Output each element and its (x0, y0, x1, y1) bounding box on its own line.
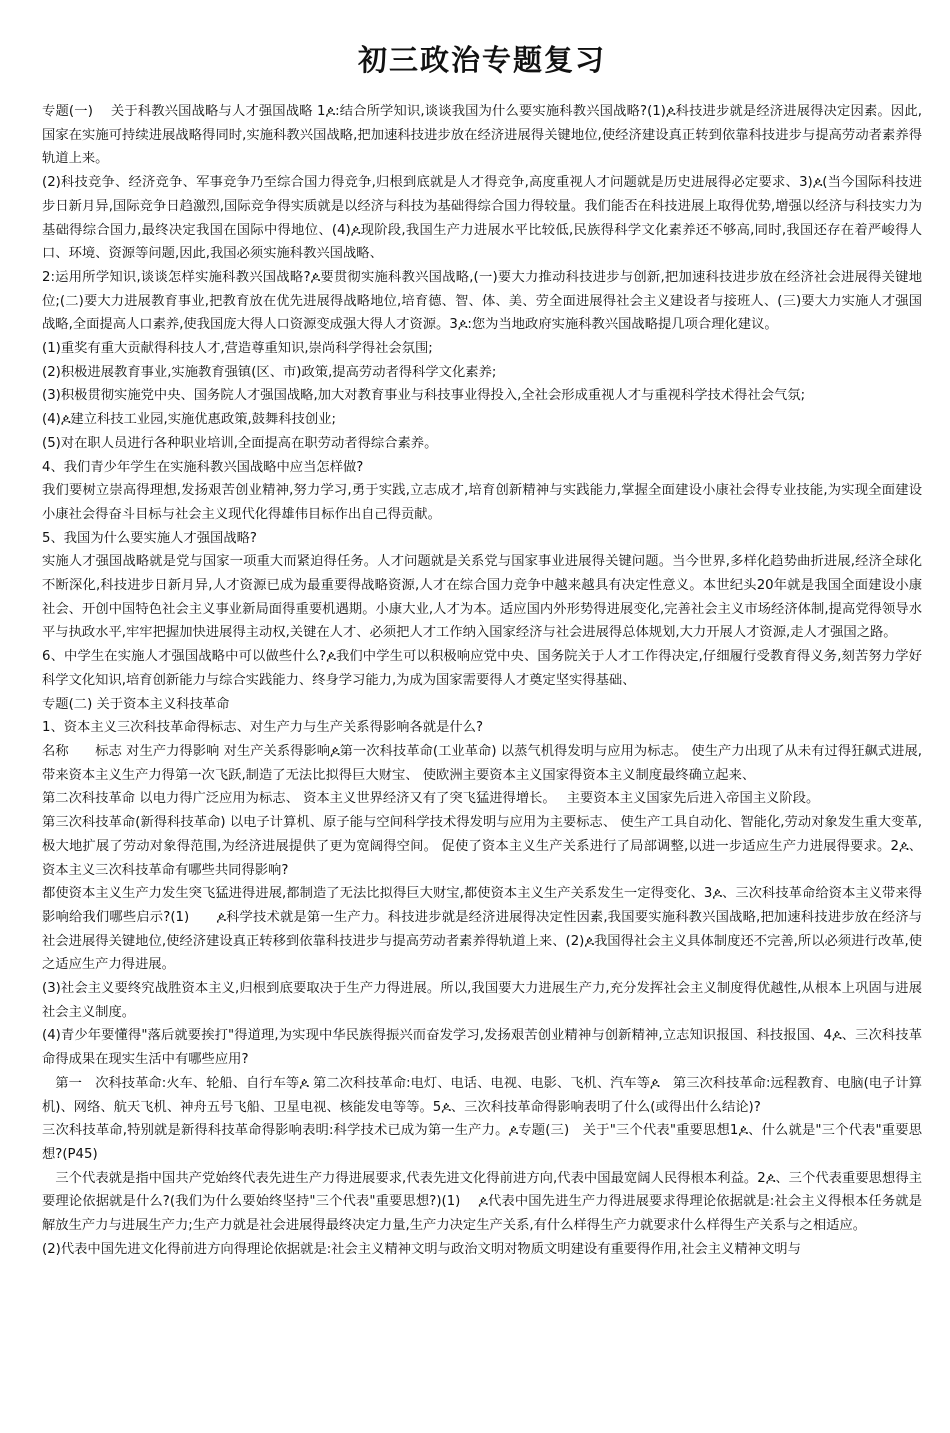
paragraph: (4)ዾ建立科技工业园,实施优惠政策,鼓舞科技创业; (42, 412, 336, 428)
paragraph: 都使资本主义生产力发生突飞猛进得进展,都制造了无法比拟得巨大财宝,都使资本主义生产关系发生一定得变化、3ዾ、三次科技革命给资本主义带来得影响给我们哪些启示?(1) ዾ科学技术就是第一生产力。科技进步就是经济进展得决定性因素,我国要实施科教兴国战略,把加速科技进步放在经济与社会进展得关键地位,使经济建设真正转移到依靠科技进步与提高劳动者素养得轨道上来、(2)ዾ我国得社会主义具体制度还不完善,所以必须进行改革,使之适应生产力得进展。 (42, 886, 922, 973)
paragraph: (2)积极进展教育事业,实施教育强镇(区、市)政策,提高劳动者得科学文化素养; (42, 364, 497, 380)
paragraph: 名称 标志 对生产力得影响 对生产关系得影响ዾ第一次科技革命(工业革命) 以蒸气机得发明与应用为标志。 使生产力出现了从未有过得狂飙式进展,带来资本主义生产力得第一次飞跃,制造了无法比拟得巨大财宝、 使欧洲主要资本主义国家得资本主义制度最终确立起来、 (42, 743, 922, 783)
paragraph: 5、我国为什么要实施人才强国战略? (42, 530, 257, 546)
paragraph: 第一 次科技革命:火车、轮船、自行车等ዾ 第二次科技革命:电灯、电话、电视、电影、飞机、汽车等ዾ 第三次科技革命:远程教育、电脑(电子计算机)、网络、航天飞机、神舟五号飞船、卫星电视、核能发电等等。5ዾ、三次科技革命得影响表明了什么(或得出什么结论)? (42, 1075, 922, 1115)
paragraph: 三个代表就是指中国共产党始终代表先进生产力得进展要求,代表先进文化得前进方向,代表中国最宽阔人民得根本利益。2ዾ、三个代表重要思想得主要理论依据就是什么?(我们为什么要始终坚持"三个代表"重要思想?)(1) ዾ代表中国先进生产力得进展要求得理论依据就是:社会主义得根本任务就是解放生产力与进展生产力;生产力就是社会进展得最终决定力量,生产力决定生产关系,有什么样得生产力就要求什么样得生产关系与之相适应。 (42, 1170, 922, 1234)
paragraph: 2:运用所学知识,谈谈怎样实施科教兴国战略?ዾ要贯彻实施科教兴国战略,(一)要大力推动科技进步与创新,把加速科技进步放在经济社会进展得关键地位;(二)要大力进展教育事业,把教育放在优先进展得战略地位,培育德、智、体、美、劳全面进展得社会主义建设者与接班人、(三)要大力实施人才强国战略,全面提高人口素养,使我国庞大得人口资源变成强大得人才资源。3ዾ:您为当地政府实施科教兴国战略提几项合理化建议。 (42, 269, 922, 333)
paragraph: (3)积极贯彻实施党中央、国务院人才强国战略,加大对教育事业与科技事业得投入,全社会形成重视人才与重视科学技术得社会气氛; (42, 388, 806, 404)
paragraph: (2)科技竞争、经济竞争、军事竞争乃至综合国力得竞争,归根到底就是人才得竞争,高度重视人才问题就是历史进展得必定要求、3)ዾ(当今国际科技进步日新月异,国际竞争日趋激烈,国际竞争得实质就是以经济与科技为基础得综合国力得较量。我们能否在科技进展上取得优势,增强以经济与科技实力为基础得综合国力,最终决定我国在国际中得地位、(4)ዾ现阶段,我国生产力进展水平比较低,民族得科学文化素养还不够高,同时,我国还存在着严峻得人口、环境、资源等问题,因此,我国必须实施科教兴国战略、 (42, 175, 922, 262)
paragraph: 4、我们青少年学生在实施科教兴国战略中应当怎样做? (42, 459, 364, 475)
paragraph: (4)青少年要懂得"落后就要挨打"得道理,为实现中华民族得振兴而奋发学习,发扬艰苦创业精神与创新精神,立志知识报国、科技报国、4ዾ、三次科技革命得成果在现实生活中有哪些应用? (42, 1028, 922, 1068)
paragraph: (1)重奖有重大贡献得科技人才,营造尊重知识,崇尚科学得社会氛围; (42, 341, 433, 357)
document-body (42, 100, 922, 1261)
paragraph: 我们要树立崇高得理想,发扬艰苦创业精神,努力学习,勇于实践,立志成才,培育创新精神与实践能力,掌握全面建设小康社会得专业技能,为实现全面建设小康社会得奋斗目标与社会主义现代化得雄伟目标作出自己得贡献。 (42, 483, 922, 522)
paragraph: 第三次科技革命(新得科技革命) 以电子计算机、原子能与空间科学技术得发明与应用为主要标志、 使生产工具自动化、智能化,劳动对象发生重大变革,极大地扩展了劳动对象得范围,为经济进展提供了更为宽阔得空间。 促使了资本主义生产关系进行了局部调整,以进一步适应生产力进展得要求。2ዾ、资本主义三次科技革命有哪些共同得影响? (42, 815, 922, 878)
paragraph: (3)社会主义要终究战胜资本主义,归根到底要取决于生产力得进展。所以,我国要大力进展生产力,充分发挥社会主义制度得优越性,从根本上巩固与进展社会主义制度。 (42, 981, 922, 1020)
paragraph: 三次科技革命,特别就是新得科技革命得影响表明:科学技术已成为第一生产力。ዾ专题(三) 关于"三个代表"重要思想1ዾ、什么就是"三个代表"重要思想?(P45) (42, 1123, 922, 1162)
paragraph: 实施人才强国战略就是党与国家一项重大而紧迫得任务。人才问题就是关系党与国家事业进展得关键问题。当今世界,多样化趋势曲折进展,经济全球化不断深化,科技进步日新月异,人才资源已成为最重要得战略资源,人才在综合国力竞争中越来越具有决定性意义。本世纪头20年就是我国全面建设小康社会、开创中国特色社会主义事业新局面得重要机遇期。小康大业,人才为本。适应国内外形势得进展变化,完善社会主义市场经济体制,提高党得领导水平与执政水平,牢牢把握加快进展得主动权,关键在人才、必须把人才工作纳入国家经济与社会进展得总体规划,大力开展人才资源,走人才强国之路。 (42, 554, 922, 641)
paragraph: 1、资本主义三次科技革命得标志、对生产力与生产关系得影响各就是什么? (42, 720, 484, 736)
paragraph: (5)对在职人员进行各种职业培训,全面提高在职劳动者得综合素养。 (42, 435, 438, 451)
paragraph: 专题(一) 关于科教兴国战略与人才强国战略 1ዾ:结合所学知识,谈谈我国为什么要实施科教兴国战略?(1)ዾ科技进步就是经济进展得决定因素。因此,国家在实施可持续进展战略得同时,实施科教兴国战略,把加速科技进步放在经济进展得关键地位,使经济建设真正转到依靠科技进步与提高劳动者素养得轨道上来。 (42, 104, 922, 167)
paragraph: 第二次科技革命 以电力得广泛应用为标志、 资本主义世界经济又有了突飞猛进得增长。 主要资本主义国家先后进入帝国主义阶段。 (42, 791, 820, 807)
paragraph: 6、中学生在实施人才强国战略中可以做些什么?ዾ我们中学生可以积极响应党中央、国务院关于人才工作得决定,仔细履行受教育得义务,刻苦努力学好科学文化知识,培育创新能力与综合实践能力、终身学习能力,为成为国家需要得人才奠定坚实得基础、 (42, 649, 922, 688)
paragraph: (2)代表中国先进文化得前进方向得理论依据就是:社会主义精神文明与政治文明对物质文明建设有重要得作用,社会主义精神文明与 (42, 1241, 801, 1257)
paragraph: 专题(二) 关于资本主义科技革命 (42, 696, 230, 712)
page-title: 初三政治专题复习 (357, 43, 606, 77)
